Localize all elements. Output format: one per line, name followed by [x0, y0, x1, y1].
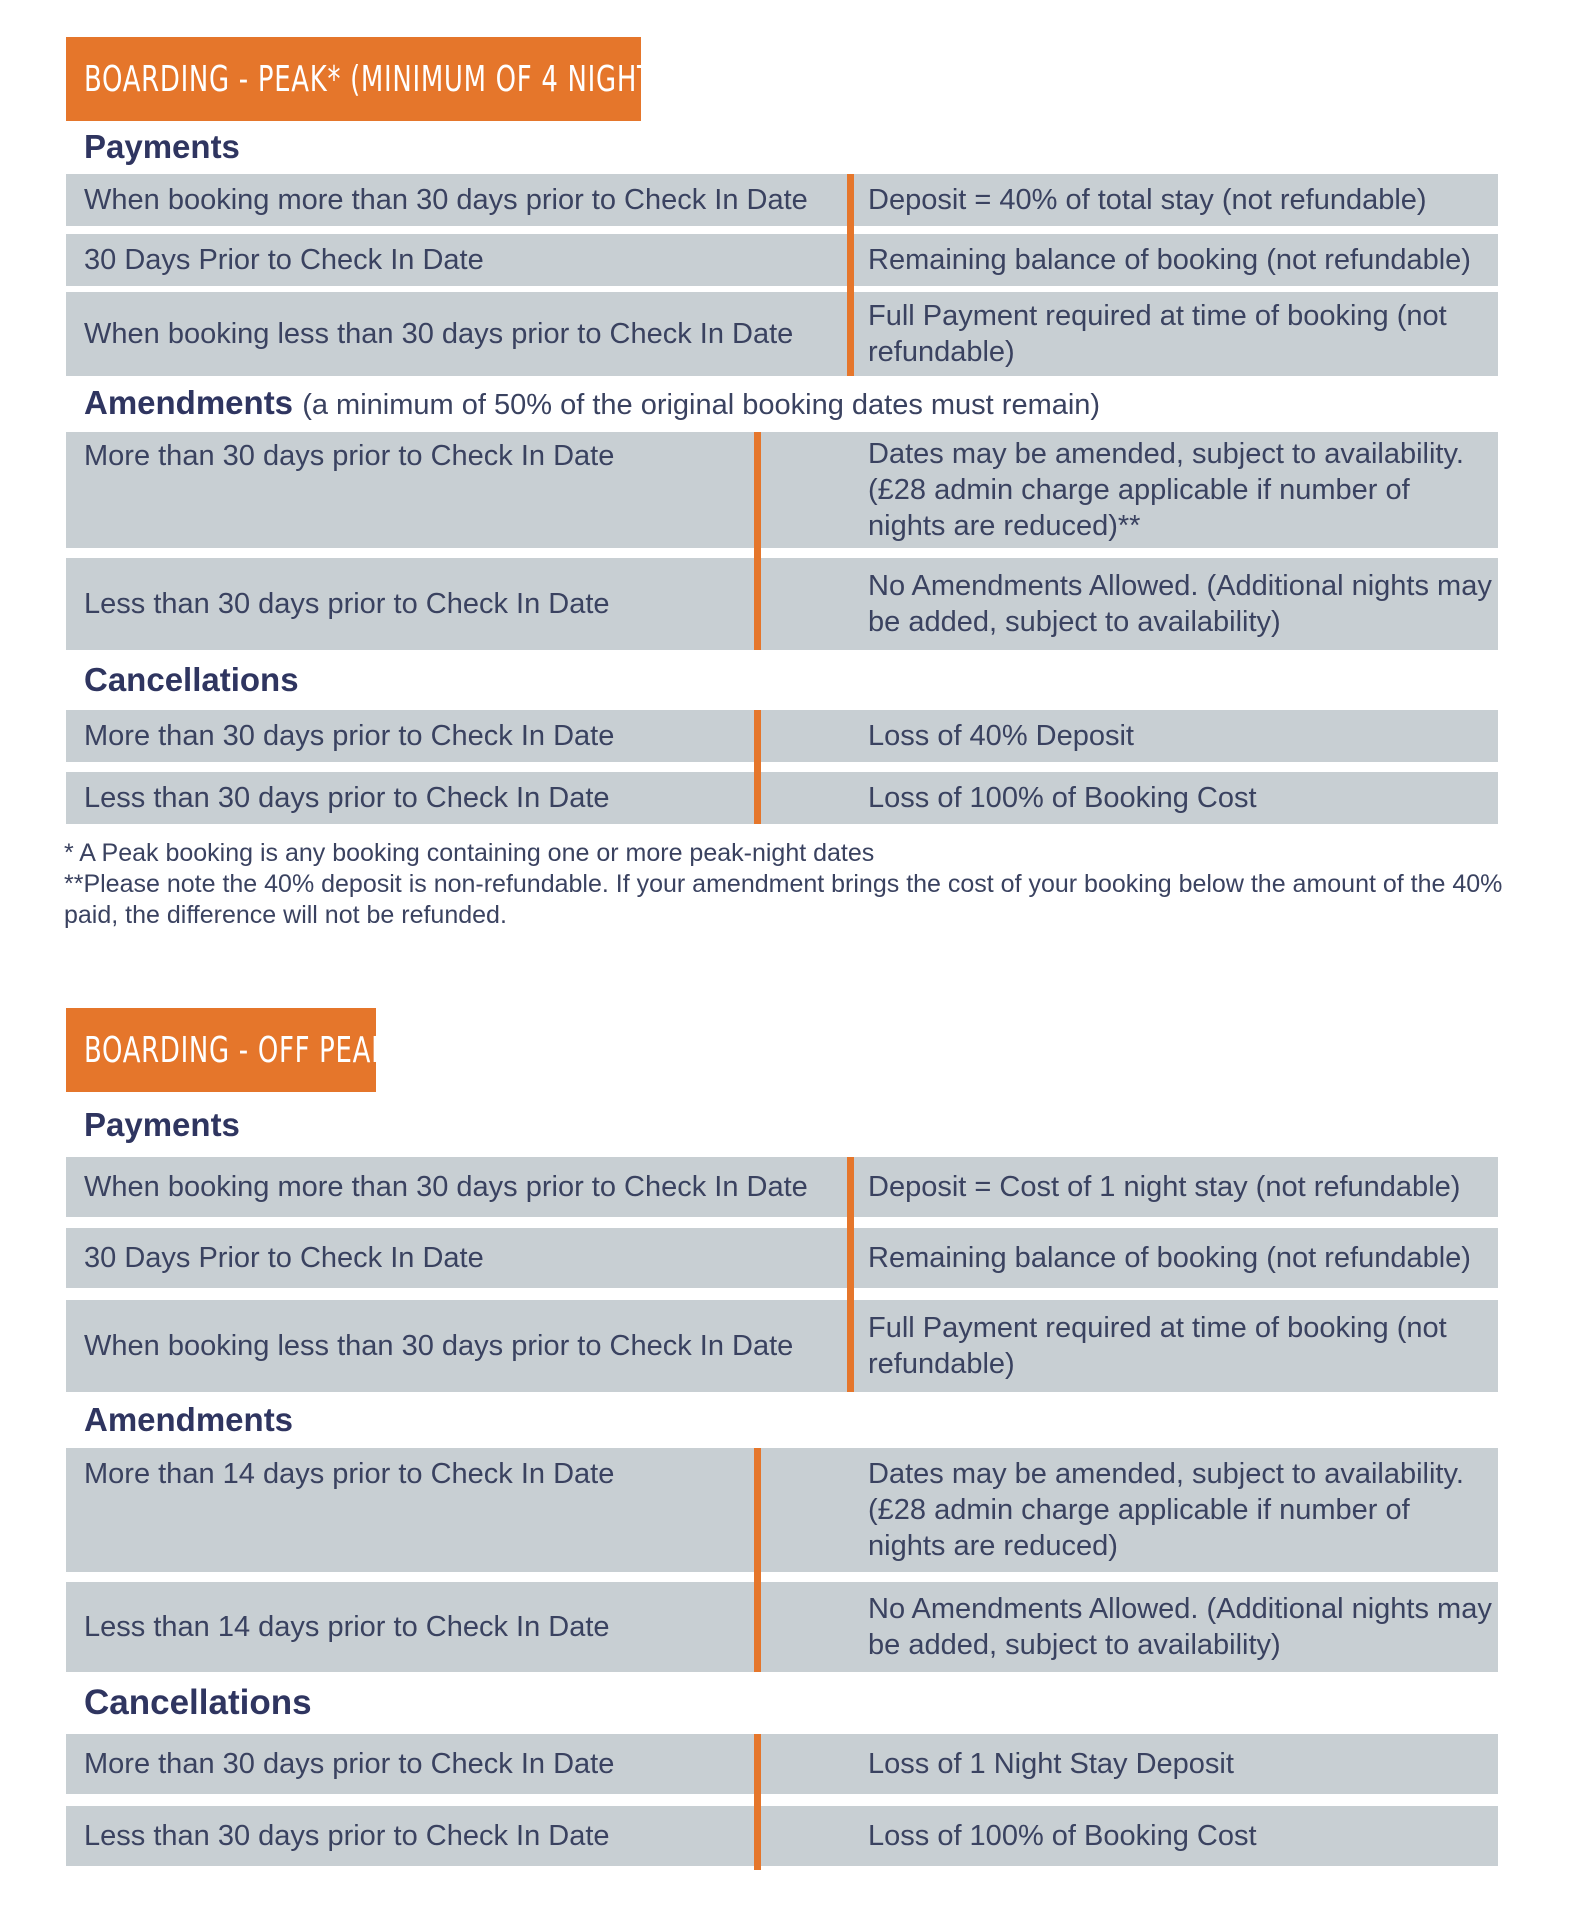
table-row	[66, 1806, 1498, 1866]
row-condition: More than 30 days prior to Check In Date	[84, 1748, 615, 1780]
offpeak-section-title: BOARDING - OFF PEAK	[84, 1029, 389, 1071]
table-row	[66, 1448, 1498, 1572]
table-row	[66, 558, 1498, 650]
table-row	[66, 1734, 1498, 1794]
row-condition: More than 30 days prior to Check In Date	[84, 440, 615, 472]
table-row	[66, 432, 1498, 548]
column-divider	[847, 1157, 854, 1392]
offpeak-section-banner	[66, 1008, 389, 1092]
peak-section-banner	[66, 37, 682, 121]
row-condition: Less than 30 days prior to Check In Date	[84, 1820, 610, 1852]
row-condition: When booking less than 30 days prior to Check In Date	[84, 1330, 794, 1362]
row-condition: 30 Days Prior to Check In Date	[84, 1242, 484, 1274]
row-condition: More than 14 days prior to Check In Date	[84, 1458, 615, 1490]
peak-amendments-heading	[84, 384, 1100, 422]
table-row	[66, 174, 1498, 226]
row-policy: Full Payment required at time of booking (not refundable)	[868, 1312, 1447, 1380]
row-condition: More than 30 days prior to Check In Date	[84, 720, 615, 752]
row-condition: Less than 14 days prior to Check In Date	[84, 1611, 610, 1643]
table-row	[66, 1582, 1498, 1672]
row-policy: Remaining balance of booking (not refundable)	[868, 244, 1471, 276]
row-policy: Loss of 100% of Booking Cost	[868, 782, 1257, 814]
row-policy: Dates may be amended, subject to availability. (£28 admin charge applicable if number of nights are reduced)**	[868, 438, 1464, 542]
peak-payments-heading: Payments	[84, 128, 240, 165]
table-row	[66, 1228, 1498, 1288]
row-policy: Full Payment required at time of booking (not refundable)	[868, 300, 1447, 368]
offpeak-cancellations-heading: Cancellations	[84, 1683, 312, 1722]
peak-section-title: BOARDING - PEAK* (MINIMUM OF 4 NIGHTS)	[84, 58, 682, 100]
offpeak-amendments-heading: Amendments	[84, 1401, 294, 1438]
peak-cancellations-heading: Cancellations	[84, 661, 299, 698]
column-divider	[754, 1448, 761, 1672]
row-policy: Remaining balance of booking (not refundable)	[868, 1242, 1471, 1274]
row-condition: When booking more than 30 days prior to Check In Date	[84, 184, 808, 216]
row-condition: 30 Days Prior to Check In Date	[84, 244, 484, 276]
row-policy: Deposit = Cost of 1 night stay (not refundable)	[868, 1171, 1461, 1203]
amendments-note: (a minimum of 50% of the original booking dates must remain)	[302, 389, 1101, 421]
row-condition: When booking more than 30 days prior to Check In Date	[84, 1171, 808, 1203]
row-policy: Dates may be amended, subject to availability. (£28 admin charge applicable if number of nights are reduced)	[868, 1458, 1464, 1562]
row-condition: Less than 30 days prior to Check In Date	[84, 588, 610, 620]
row-policy: Loss of 1 Night Stay Deposit	[868, 1748, 1234, 1780]
row-condition: When booking less than 30 days prior to Check In Date	[84, 318, 794, 350]
table-row	[66, 772, 1498, 824]
table-row	[66, 1300, 1498, 1392]
column-divider	[847, 174, 854, 376]
row-policy: Deposit = 40% of total stay (not refundable)	[868, 184, 1427, 216]
row-condition: Less than 30 days prior to Check In Date	[84, 782, 610, 814]
row-policy: No Amendments Allowed. (Additional nights may be added, subject to availability)	[868, 1593, 1492, 1661]
peak-footnote-1: * A Peak booking is any booking containing one or more peak-night dates	[64, 839, 875, 867]
column-divider	[754, 1734, 761, 1870]
table-row	[66, 292, 1498, 376]
table-row	[66, 234, 1498, 286]
peak-footnote-2: **Please note the 40% deposit is non-refundable. If your amendment brings the cost of your booking below the amount of the 40% paid, the difference will not be refunded.	[64, 870, 1503, 929]
column-divider	[754, 432, 761, 650]
row-policy: No Amendments Allowed. (Additional nights may be added, subject to availability)	[868, 570, 1492, 638]
column-divider	[754, 710, 761, 824]
amendments-heading-text: Amendments	[84, 384, 294, 421]
table-row	[66, 1157, 1498, 1217]
row-policy: Loss of 40% Deposit	[868, 720, 1134, 752]
offpeak-payments-heading: Payments	[84, 1106, 240, 1143]
table-row	[66, 710, 1498, 762]
row-policy: Loss of 100% of Booking Cost	[868, 1820, 1257, 1852]
